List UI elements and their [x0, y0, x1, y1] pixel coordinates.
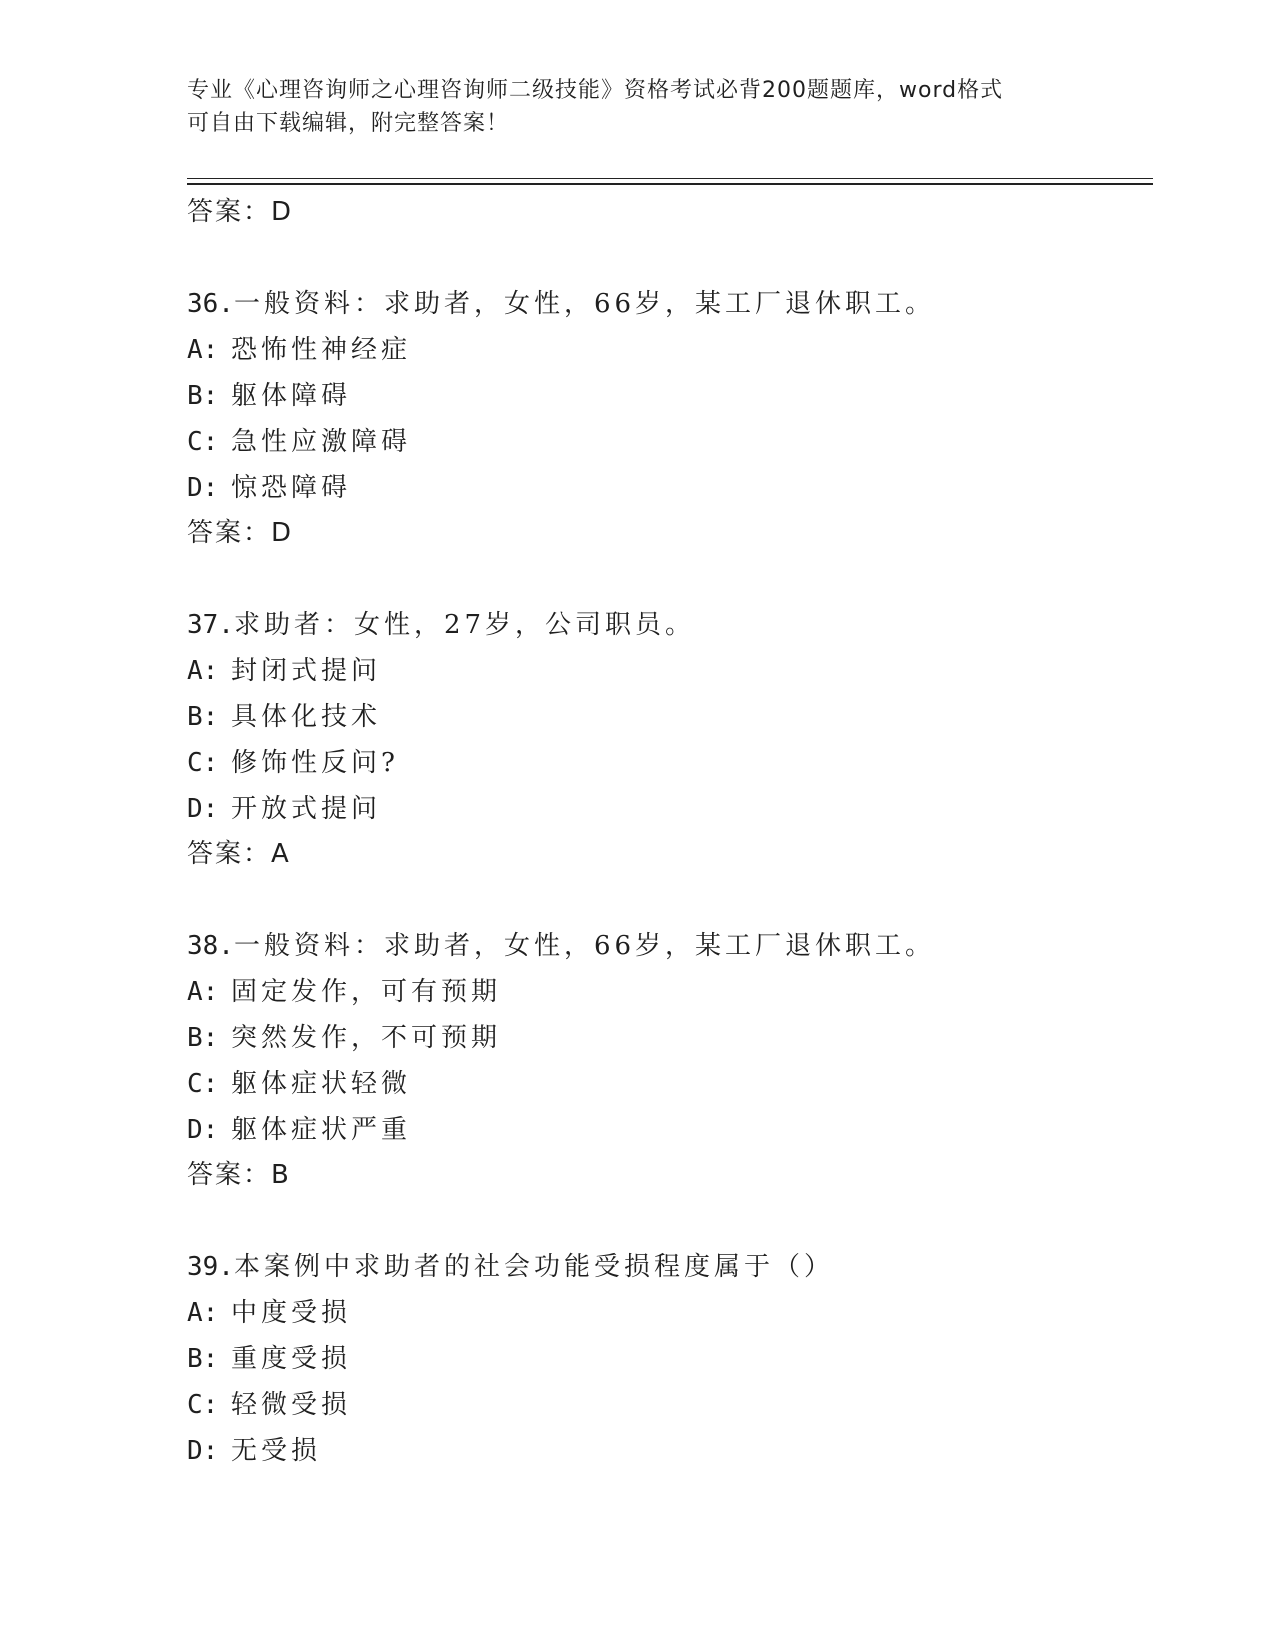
question-list: [187, 190, 1147, 1474]
option-text: 轻微受损: [231, 1390, 352, 1420]
question-item: [187, 1244, 1147, 1474]
option-text: 无受损: [231, 1436, 322, 1466]
answer-line: 答案：B: [187, 1160, 291, 1190]
option-key: C:: [187, 427, 219, 457]
option-key: A:: [187, 335, 219, 365]
option-text: 突然发作，不可预期: [231, 1023, 502, 1053]
question-stem: [187, 1244, 1147, 1290]
option-text: 修饰性反问?: [231, 748, 399, 778]
question-text: 一般资料：求助者，女性，66岁，某工厂退休职工。: [233, 931, 936, 961]
header-divider-top: [187, 178, 1153, 179]
option-c: [187, 740, 1147, 786]
question-stem: [187, 602, 1147, 648]
option-a: [187, 648, 1147, 694]
question-item: [187, 281, 1147, 556]
option-text: 中度受损: [231, 1298, 352, 1328]
answer-line: 答案：A: [187, 839, 291, 869]
option-c: [187, 1061, 1147, 1107]
option-d: [187, 465, 1147, 511]
question-stem: [187, 923, 1147, 969]
question-number: 39.: [187, 1252, 234, 1282]
option-a: [187, 969, 1147, 1015]
option-b: [187, 1336, 1147, 1382]
option-c: [187, 1382, 1147, 1428]
option-text: 躯体症状严重: [231, 1115, 412, 1145]
option-key: A:: [187, 977, 219, 1007]
option-key: B:: [187, 381, 219, 411]
option-key: C:: [187, 1390, 219, 1420]
option-b: [187, 1015, 1147, 1061]
option-d: [187, 1428, 1147, 1474]
option-key: B:: [187, 1023, 219, 1053]
question-text: 求助者：女性，27岁，公司职员。: [233, 610, 696, 640]
option-d: [187, 786, 1147, 832]
option-text: 具体化技术: [231, 702, 382, 732]
document-header: [187, 74, 1087, 140]
header-line-1: 专业《心理咨询师之心理咨询师二级技能》资格考试必背200题题库，word格式: [187, 78, 1004, 103]
question-item: [187, 602, 1147, 877]
answer-line: 答案：D: [187, 518, 294, 548]
option-d: [187, 1107, 1147, 1153]
question-number: 36.: [187, 289, 234, 319]
option-b: [187, 694, 1147, 740]
option-text: 急性应激障碍: [231, 427, 412, 457]
header-divider-bottom: [187, 183, 1153, 185]
question-number: 37.: [187, 610, 234, 640]
option-key: B:: [187, 702, 219, 732]
option-a: [187, 327, 1147, 373]
option-key: B:: [187, 1344, 219, 1374]
option-text: 开放式提问: [231, 794, 382, 824]
answer-line: 答案：D: [187, 197, 294, 227]
option-text: 恐怖性神经症: [231, 335, 412, 365]
question-stem: [187, 281, 1147, 327]
question-item: [187, 923, 1147, 1198]
option-text: 固定发作，可有预期: [231, 977, 502, 1007]
option-b: [187, 373, 1147, 419]
option-key: C:: [187, 1069, 219, 1099]
question-text: 本案例中求助者的社会功能受损程度属于（）: [233, 1252, 834, 1282]
option-key: A:: [187, 1298, 219, 1328]
option-key: D:: [187, 473, 219, 503]
option-key: D:: [187, 1436, 219, 1466]
option-key: D:: [187, 1115, 219, 1145]
option-key: D:: [187, 794, 219, 824]
option-key: C:: [187, 748, 219, 778]
option-c: [187, 419, 1147, 465]
option-key: A:: [187, 656, 219, 686]
option-text: 封闭式提问: [231, 656, 382, 686]
header-line-2: 可自由下载编辑，附完整答案！: [187, 111, 510, 136]
question-number: 38.: [187, 931, 234, 961]
option-text: 惊恐障碍: [231, 473, 352, 503]
option-a: [187, 1290, 1147, 1336]
option-text: 躯体障碍: [231, 381, 352, 411]
option-text: 重度受损: [231, 1344, 352, 1374]
question-text: 一般资料：求助者，女性，66岁，某工厂退休职工。: [233, 289, 936, 319]
option-text: 躯体症状轻微: [231, 1069, 412, 1099]
